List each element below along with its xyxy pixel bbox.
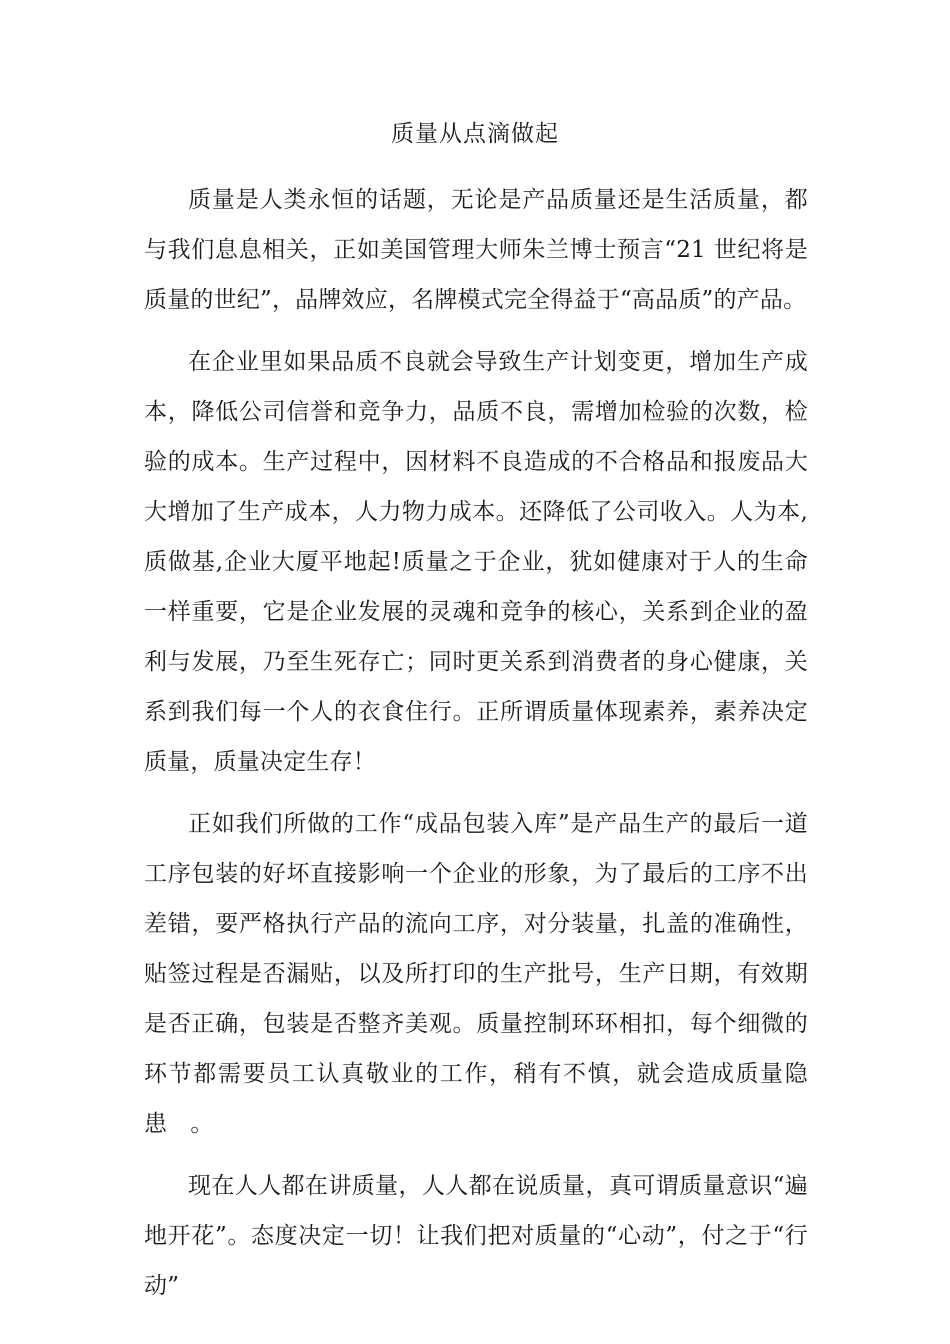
- paragraph-packaging-work: 正如我们所做的工作“成品包装入库”是产品生产的最后一道工序包装的好坏直接影响一个企业的形象，为了最后的工序不出差错，要严格执行产品的流向工序，对分装量，扎盖的准确性，贴签过程是否漏贴，以及所打印的生产批号，生产日期，有效期是否正确，包装是否整齐美观。质量控制环环相扣，每个细微的环节都需要员工认真敬业的工作，稍有不慎，就会造成质量隐患 。: [144, 811, 808, 1137]
- paragraph-quality-awareness: 现在人人都在讲质量，人人都在说质量，真可谓质量意识“遍地开花”。态度决定一切！让我们把对质量的“心动”，付之于“行动”: [144, 1173, 808, 1299]
- paragraph-intro: 质量是人类永恒的话题，无论是产品质量还是生活质量，都与我们息息相关，正如美国管理大师朱兰博士预言“21 世纪将是质量的世纪”，品牌效应，名牌模式完全得益于“高品质”的产品。: [144, 187, 808, 313]
- paragraph-enterprise-quality: 在企业里如果品质不良就会导致生产计划变更，增加生产成本，降低公司信誉和竞争力，品质不良，需增加检验的次数，检验的成本。生产过程中，因材料不良造成的不合格品和报废品大大增加了生产成本，人力物力成本。还降低了公司收入。人为本,质做基,企业大厦平地起!质量之于企业，犹如健康对于人的生命一样重要，它是企业发展的灵魂和竞争的核心，关系到企业的盈利与发展，乃至生死存亡；同时更关系到消费者的身心健康，关系到我们每一个人的衣食住行。正所谓质量体现素养，素养决定质量，质量决定生存！: [144, 349, 808, 775]
- document-title: 质量从点滴做起: [391, 121, 559, 147]
- document-body: [144, 175, 808, 1323]
